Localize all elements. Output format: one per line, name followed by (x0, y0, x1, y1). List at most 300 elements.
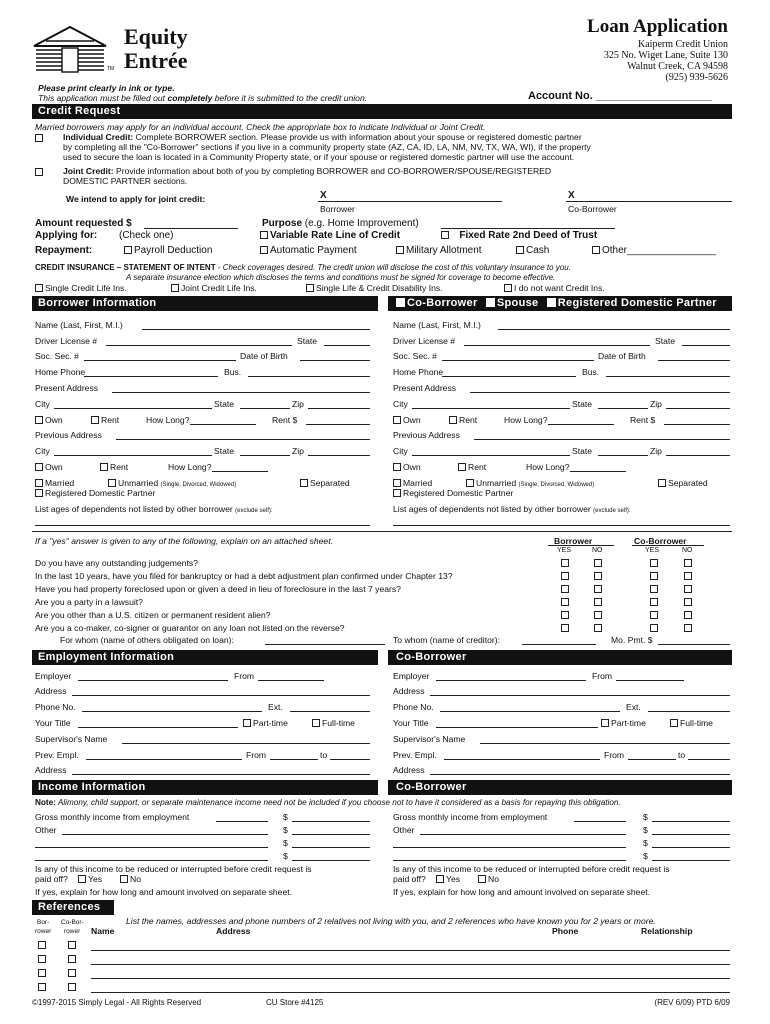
section-divider (32, 531, 732, 532)
e-c-prev-from-label: From (604, 750, 625, 760)
q5-c-no-checkbox[interactable] (684, 611, 692, 619)
i-c-other-amount-field[interactable] (652, 834, 730, 835)
e-c-parttime-option[interactable]: Part-time (601, 718, 646, 728)
q2-b-no-checkbox[interactable] (594, 572, 602, 580)
c-name-label: Name (Last, First, M.I.) (393, 320, 481, 330)
c-home-phone-field[interactable] (442, 376, 576, 377)
i-c-explain: If yes, explain for how long and amount involved on separate sheet. (393, 887, 651, 897)
fixed-rate-option[interactable]: Fixed Rate 2nd Deed of Trust (441, 230, 597, 241)
i-b-other-label: Other (35, 825, 57, 835)
q1-c-no-checkbox[interactable] (684, 559, 692, 567)
borrower-signature-line[interactable] (318, 201, 502, 202)
b-separated-option[interactable]: Separated (300, 478, 350, 488)
b-dl-label: Driver License # (35, 336, 98, 346)
e-b-prev-to-label: to (320, 750, 328, 760)
individual-credit-checkbox[interactable] (35, 134, 43, 142)
ref2-bor-checkbox[interactable] (38, 955, 46, 963)
ref-cob-head-2: rower (64, 928, 81, 935)
i-b-gross-desc-field[interactable] (216, 821, 268, 822)
i-b-gross-amount-field[interactable] (292, 821, 370, 822)
b-prev-own-option[interactable]: Own (35, 462, 63, 472)
b-bus-field[interactable] (248, 376, 370, 377)
ref4-cob-checkbox[interactable] (68, 983, 76, 991)
c-prev-rent-option[interactable]: Rent (458, 462, 486, 472)
c-how-long-label: How Long? (504, 415, 548, 425)
income-coborrower-bar: Co-Borrower (388, 780, 732, 795)
e-c-supervisor-field[interactable] (480, 743, 730, 744)
b-dl-state-label: State (297, 336, 318, 346)
b-prev-city-label: City (35, 446, 50, 456)
joint-credit-text: Joint Credit: Provide information about both of you by completing BORROWER and CO-BORROWER/SPOUSE/REGISTERED (63, 166, 552, 176)
cu-name: Kaiperm Credit Union (638, 39, 728, 50)
c-dl-field[interactable] (464, 345, 650, 346)
c-bus-label: Bus. (582, 367, 600, 377)
question-bankruptcy: In the last 10 years, have you filed for bankruptcy or had a debt adjustment plan confirmed under Chapter 13? (35, 571, 453, 581)
i-b-explain: If yes, explain for how long and amount involved on separate sheet. (35, 887, 293, 897)
purpose-field[interactable] (441, 228, 615, 229)
e-b-prev-field[interactable] (86, 759, 242, 760)
q6-c-no-checkbox[interactable] (684, 624, 692, 632)
i-b-no-option[interactable]: No (120, 874, 141, 884)
e-b-supervisor-label: Supervisor's Name (35, 734, 108, 744)
i-c-gross-amount-field[interactable] (652, 821, 730, 822)
q-coborrower-col: Co-Borrower (634, 536, 687, 546)
i-c-gross-desc-field[interactable] (574, 821, 626, 822)
b-dependents-label: List ages of dependents not listed by other borrower (exclude self): (35, 504, 273, 514)
c-ssn-field[interactable] (442, 360, 594, 361)
q-coborrower-col-rule (632, 545, 704, 546)
borrower-information-bar: Borrower Information (32, 296, 378, 311)
individual-credit-text-3: used to secure the loan is located in a Community Property state, or if your spouse or registered domestic partner will use the account. (63, 152, 575, 162)
c-prev-zip-field[interactable] (666, 455, 730, 456)
no-credit-insurance-option[interactable]: I do not want Credit Ins. (504, 283, 605, 293)
credit-request-bar: Credit Request (32, 104, 732, 119)
e-b-address-field[interactable] (72, 695, 370, 696)
ref4-bor-checkbox[interactable] (38, 983, 46, 991)
payroll-deduction-option[interactable]: Payroll Deduction (124, 245, 212, 256)
other-repayment-option[interactable]: Other________________ (592, 245, 716, 256)
c-married-option[interactable]: Married (393, 478, 432, 488)
c-dob-field[interactable] (658, 360, 730, 361)
ref-cob-head-1: Co-Bor- (61, 919, 84, 926)
c-city-field[interactable] (412, 408, 570, 409)
i-c-dollar-3: $ (643, 838, 648, 848)
spouse-checkbox[interactable] (486, 298, 495, 307)
c-prev-label: Previous Address (393, 430, 460, 440)
b-dob-label: Date of Birth (240, 351, 288, 361)
b-dob-field[interactable] (300, 360, 370, 361)
ref-address-header: Address (216, 926, 251, 936)
b-state-field[interactable] (240, 408, 290, 409)
q1-b-yes-checkbox[interactable] (561, 559, 569, 567)
c-dob-label: Date of Birth (598, 351, 646, 361)
b-name-field[interactable] (142, 329, 370, 330)
ref-name-header: Name (91, 926, 115, 936)
i-b-other-desc-field-2[interactable] (35, 847, 268, 848)
c-dl-state-label: State (655, 336, 676, 346)
footer-store: CU Store #4125 (266, 998, 324, 1007)
question-foreclosure: Have you had property foreclosed upon or given a deed in lieu of foreclosure in the last 7 years? (35, 584, 401, 594)
i-c-dollar-2: $ (643, 825, 648, 835)
i-b-other-amount-field-3[interactable] (292, 860, 370, 861)
b-name-label: Name (Last, First, M.I.) (35, 320, 123, 330)
q6-b-yes-checkbox[interactable] (561, 624, 569, 632)
i-b-gross-label: Gross monthly income from employment (35, 812, 190, 822)
for-whom-field[interactable] (265, 644, 385, 645)
b-prev-city-field[interactable] (54, 455, 212, 456)
heloc-option[interactable]: Variable Rate Line of Credit (260, 230, 400, 241)
individual-credit-text: Individual Credit: Complete BORROWER section. Please provide us with information about your spouse or registered domestic partner (63, 132, 582, 142)
c-zip-field[interactable] (666, 408, 730, 409)
i-b-yes-option[interactable]: Yes (78, 874, 102, 884)
e-b-prev-address-field[interactable] (72, 774, 370, 775)
b-rent-amt-field[interactable] (306, 424, 370, 425)
e-b-fulltime-option[interactable]: Full-time (312, 718, 355, 728)
joint-credit-text-2: DOMESTIC PARTNER sections. (63, 176, 188, 186)
e-c-prev-label: Prev. Empl. (393, 750, 437, 760)
e-c-phone-field[interactable] (440, 711, 620, 712)
for-whom-label: For whom (name of others obligated on loan): (60, 635, 234, 645)
ref1-bor-checkbox[interactable] (38, 941, 46, 949)
e-c-address-label: Address (393, 686, 425, 696)
e-b-employer-field[interactable] (78, 680, 228, 681)
q6-b-no-checkbox[interactable] (594, 624, 602, 632)
e-b-address-label: Address (35, 686, 67, 696)
c-prev-how-long-label: How Long? (526, 462, 570, 472)
ref2-cob-checkbox[interactable] (68, 955, 76, 963)
c-present-label: Present Address (393, 383, 457, 393)
b-married-option[interactable]: Married (35, 478, 74, 488)
repayment-label: Repayment: (35, 245, 93, 256)
c-rent-amt-field[interactable] (664, 424, 730, 425)
q2-c-yes-checkbox[interactable] (650, 572, 658, 580)
question-lawsuit: Are you a party in a lawsuit? (35, 597, 143, 607)
mo-pmt-label: Mo. Pmt. $ (611, 635, 653, 645)
x-mark-borrower: X (320, 190, 327, 201)
q5-c-yes-checkbox[interactable] (650, 611, 658, 619)
c-state-label: State (572, 399, 593, 409)
i-c-reduce-text: Is any of this income to be reduced or interrupted before credit request is (393, 864, 670, 874)
b-dependents-field[interactable] (35, 525, 370, 526)
b-ssn-label: Soc. Sec. # (35, 351, 79, 361)
b-home-phone-label: Home Phone (35, 367, 86, 377)
i-b-dollar-2: $ (283, 825, 288, 835)
c-state-field[interactable] (598, 408, 648, 409)
ref-bor-head-2: rower (35, 928, 52, 935)
e-c-employer-field[interactable] (436, 680, 586, 681)
e-c-prev-from-field[interactable] (628, 759, 676, 760)
e-b-from-label: From (234, 671, 255, 681)
b-city-label: City (35, 399, 50, 409)
cash-option[interactable]: Cash (516, 245, 549, 256)
q4-c-yes-checkbox[interactable] (650, 598, 658, 606)
ref3-line[interactable] (91, 978, 730, 979)
c-unmarried-option[interactable]: Unmarried (Single, Divorced, Widowed) (466, 478, 594, 488)
c-prev-city-label: City (393, 446, 408, 456)
b-how-long-field[interactable] (190, 424, 256, 425)
c-zip-label: Zip (650, 399, 662, 409)
q4-b-no-checkbox[interactable] (594, 598, 602, 606)
e-b-phone-field[interactable] (82, 711, 262, 712)
q5-b-no-checkbox[interactable] (594, 611, 602, 619)
c-prev-how-long-field[interactable] (570, 471, 626, 472)
references-intro: List the names, addresses and phone numbers of 2 relatives not living with you, and 2 references who have known you for 2 years or more. (126, 916, 656, 926)
i-b-other-amount-field[interactable] (292, 834, 370, 835)
c-prev-field[interactable] (474, 439, 730, 440)
i-c-other-desc-field-3[interactable] (393, 860, 626, 861)
e-c-fulltime-option[interactable]: Full-time (670, 718, 713, 728)
questions-intro: If a "yes" answer is given to any of the following, explain on an attached sheet. (35, 536, 333, 546)
x-mark-coborrower: X (568, 190, 575, 201)
b-prev-zip-field[interactable] (308, 455, 370, 456)
i-b-dollar-3: $ (283, 838, 288, 848)
i-c-other-desc-field[interactable] (420, 834, 626, 835)
b-prev-state-field[interactable] (240, 455, 290, 456)
q3-c-no-checkbox[interactable] (684, 585, 692, 593)
c-prev-state-label: State (572, 446, 593, 456)
i-b-dollar-4: $ (283, 851, 288, 861)
b-zip-label: Zip (292, 399, 304, 409)
e-c-supervisor-label: Supervisor's Name (393, 734, 466, 744)
b-present-field[interactable] (112, 392, 370, 393)
credit-intro: Married borrowers may apply for an individual account. Check the appropriate box to indicate Individual or Joint Credit. (35, 122, 486, 132)
c-rent-amt-label: Rent $ (630, 415, 656, 425)
ref4-line[interactable] (91, 992, 730, 993)
employment-information-bar: Employment Information (32, 650, 378, 665)
c-dependents-label: List ages of dependents not listed by other borrower (exclude self): (393, 504, 631, 514)
c-own-option[interactable]: Own (393, 415, 421, 425)
fill-note: This application must be filled out completely before it is submitted to the credit union. (38, 93, 368, 103)
c-prev-zip-label: Zip (650, 446, 662, 456)
e-c-prev-to-label: to (678, 750, 686, 760)
i-c-yes-option[interactable]: Yes (436, 874, 460, 884)
e-c-employer-label: Employer (393, 671, 430, 681)
q1-c-yes-checkbox[interactable] (650, 559, 658, 567)
b-prev-field[interactable] (116, 439, 370, 440)
e-c-prev-address-label: Address (393, 765, 425, 775)
i-b-other-desc-field[interactable] (62, 834, 268, 835)
single-credit-life-option[interactable]: Single Credit Life Ins. (35, 283, 127, 293)
e-b-prev-from-label: From (246, 750, 267, 760)
footer-copyright: ©1997-2015 Simply Legal - All Rights Reserved (32, 998, 202, 1007)
c-bus-field[interactable] (606, 376, 730, 377)
e-b-supervisor-field[interactable] (122, 743, 370, 744)
q-c-yes: YES (645, 547, 660, 554)
b-own-option[interactable]: Own (35, 415, 63, 425)
i-c-other-amount-field-2[interactable] (652, 847, 730, 848)
c-city-label: City (393, 399, 408, 409)
c-prev-own-option[interactable]: Own (393, 462, 421, 472)
c-dl-state-field[interactable] (682, 345, 730, 346)
i-b-other-amount-field-2[interactable] (292, 847, 370, 848)
q-borrower-col: Borrower (554, 536, 593, 546)
c-dependents-field[interactable] (393, 525, 730, 526)
q-b-no: NO (592, 547, 603, 554)
print-note: Please print clearly in ink or type. (38, 83, 175, 93)
references-bar: References (32, 900, 114, 915)
ref3-bor-checkbox[interactable] (38, 969, 46, 977)
b-rent-amt-label: Rent $ (272, 415, 298, 425)
q-b-yes: YES (557, 547, 572, 554)
b-bus-label: Bus. (224, 367, 242, 377)
ref1-line[interactable] (91, 950, 730, 951)
b-unmarried-option[interactable]: Unmarried (Single, Divorced, Widowed) (108, 478, 236, 488)
c-name-field[interactable] (498, 329, 730, 330)
b-zip-field[interactable] (308, 408, 370, 409)
q5-b-yes-checkbox[interactable] (561, 611, 569, 619)
b-how-long-label: How Long? (146, 415, 190, 425)
q4-c-no-checkbox[interactable] (684, 598, 692, 606)
ref2-line[interactable] (91, 964, 730, 965)
c-separated-option[interactable]: Separated (658, 478, 708, 488)
b-city-field[interactable] (54, 408, 212, 409)
e-c-prev-address-field[interactable] (430, 774, 730, 775)
c-present-field[interactable] (470, 392, 730, 393)
trademark: TM (107, 66, 115, 72)
b-present-label: Present Address (35, 383, 99, 393)
b-rent-option[interactable]: Rent (91, 415, 119, 425)
q3-b-no-checkbox[interactable] (594, 585, 602, 593)
b-dl-state-field[interactable] (324, 345, 370, 346)
b-state-label: State (214, 399, 235, 409)
b-rdp-option[interactable]: Registered Domestic Partner (35, 488, 155, 498)
c-prev-state-field[interactable] (598, 455, 648, 456)
e-c-phone-label: Phone No. (393, 702, 434, 712)
rdp-checkbox[interactable] (547, 298, 556, 307)
i-c-other-amount-field-3[interactable] (652, 860, 730, 861)
i-b-dollar-1: $ (283, 812, 288, 822)
i-b-paid-off-label: paid off? (35, 874, 68, 884)
b-prev-how-long-field[interactable] (212, 471, 268, 472)
coborrower-checkbox[interactable] (396, 298, 405, 307)
automatic-payment-option[interactable]: Automatic Payment (260, 245, 357, 256)
e-c-ext-field[interactable] (648, 711, 730, 712)
to-whom-field[interactable] (522, 644, 596, 645)
e-b-parttime-option[interactable]: Part-time (243, 718, 288, 728)
coborrower-signature-label: Co-Borrower (568, 204, 617, 214)
e-b-ext-label: Ext. (268, 702, 283, 712)
c-rdp-option[interactable]: Registered Domestic Partner (393, 488, 513, 498)
b-prev-label: Previous Address (35, 430, 102, 440)
e-b-title-label: Your Title (35, 718, 71, 728)
e-b-prev-to-field[interactable] (330, 759, 370, 760)
joint-credit-checkbox[interactable] (35, 168, 43, 176)
c-dl-label: Driver License # (393, 336, 456, 346)
insurance-statement: CREDIT INSURANCE – STATEMENT OF INTENT - Check coverages desired. The credit union will disclose the cost of this voluntary insurance to you. (35, 263, 571, 272)
applying-for-label: Applying for: (35, 230, 98, 241)
c-rent-option[interactable]: Rent (449, 415, 477, 425)
i-b-other-desc-field-3[interactable] (35, 860, 268, 861)
q6-c-yes-checkbox[interactable] (650, 624, 658, 632)
e-b-phone-label: Phone No. (35, 702, 76, 712)
ref-bor-head-1: Bor- (37, 919, 50, 926)
amount-requested-label: Amount requested $ (35, 218, 132, 229)
i-c-paid-off-label: paid off? (393, 874, 426, 884)
e-c-title-label: Your Title (393, 718, 429, 728)
income-note: Note: Alimony, child support, or separate maintenance income need not be included if you choose not to have it considered as a basis for repaying this obligation. (35, 798, 621, 807)
footer-revision: (REV 6/09) PTD 6/09 (654, 998, 730, 1007)
brand-line1: Equity (124, 24, 188, 49)
individual-credit-text-2: by completing all the "Co-Borrower" sections if you live in a community property state (AZ, CA, ID, LA, NM, NV, TX, WA, WI), if the property (63, 142, 591, 152)
employment-coborrower-bar: Co-Borrower (388, 650, 732, 665)
question-judgements: Do you have any outstanding judgements? (35, 558, 198, 568)
income-information-bar: Income Information (32, 780, 378, 795)
cu-phone: (925) 939-5626 (665, 72, 728, 83)
to-whom-label: To whom (name of creditor): (393, 635, 500, 645)
b-prev-state-label: State (214, 446, 235, 456)
i-c-no-option[interactable]: No (478, 874, 499, 884)
coborrower-signature-line[interactable] (566, 201, 732, 202)
check-one-label: (Check one) (119, 230, 174, 241)
borrower-signature-label: Borrower (320, 204, 355, 214)
q-c-no: NO (682, 547, 693, 554)
i-c-other-desc-field-2[interactable] (393, 847, 626, 848)
e-b-employer-label: Employer (35, 671, 72, 681)
cu-address-2: Walnut Creek, CA 94598 (627, 61, 728, 72)
equity-entree-logo (32, 26, 108, 74)
amount-requested-field[interactable] (144, 228, 238, 229)
b-dl-field[interactable] (106, 345, 292, 346)
e-c-ext-label: Ext. (626, 702, 641, 712)
i-c-dollar-1: $ (643, 812, 648, 822)
insurance-note: A separate insurance election which discloses the terms and conditions must be signed for coverage to become effective. (126, 273, 556, 282)
b-home-phone-field[interactable] (84, 376, 218, 377)
e-b-prev-from-field[interactable] (270, 759, 318, 760)
q2-b-yes-checkbox[interactable] (561, 572, 569, 580)
b-ssn-field[interactable] (84, 360, 236, 361)
c-ssn-label: Soc. Sec. # (393, 351, 437, 361)
ref3-cob-checkbox[interactable] (68, 969, 76, 977)
e-b-ext-field[interactable] (290, 711, 370, 712)
e-c-title-field[interactable] (436, 727, 598, 728)
q1-b-no-checkbox[interactable] (594, 559, 602, 567)
c-how-long-field[interactable] (548, 424, 614, 425)
i-c-dollar-4: $ (643, 851, 648, 861)
q3-b-yes-checkbox[interactable] (561, 585, 569, 593)
purpose-label: Purpose (e.g. Home Improvement) (262, 218, 419, 229)
question-comaker: Are you a co-maker, co-signer or guarantor on any loan not listed on the reverse? (35, 623, 345, 633)
q2-c-no-checkbox[interactable] (684, 572, 692, 580)
e-b-from-field[interactable] (258, 680, 324, 681)
e-c-prev-to-field[interactable] (688, 759, 730, 760)
military-allotment-option[interactable]: Military Allotment (396, 245, 482, 256)
account-number-field[interactable]: Account No. ___________________ (528, 90, 713, 102)
e-b-title-field[interactable] (78, 727, 238, 728)
ref-phone-header: Phone (552, 926, 579, 936)
c-prev-city-field[interactable] (412, 455, 570, 456)
q-borrower-col-rule (548, 545, 614, 546)
e-b-prev-label: Prev. Empl. (35, 750, 79, 760)
page-title: Loan Application (587, 16, 728, 37)
q3-c-yes-checkbox[interactable] (650, 585, 658, 593)
b-prev-rent-option[interactable]: Rent (100, 462, 128, 472)
joint-intent-label: We intend to apply for joint credit: (66, 194, 206, 204)
ref1-cob-checkbox[interactable] (68, 941, 76, 949)
i-c-gross-label: Gross monthly income from employment (393, 812, 548, 822)
brand-line2: Entrée (124, 48, 188, 73)
i-c-other-label: Other (393, 825, 415, 835)
joint-credit-life-option[interactable]: Joint Credit Life Ins. (171, 283, 257, 293)
e-c-address-field[interactable] (430, 695, 730, 696)
i-b-reduce-text: Is any of this income to be reduced or interrupted before credit request is (35, 864, 312, 874)
e-c-from-field[interactable] (616, 680, 684, 681)
mo-pmt-field[interactable] (658, 644, 730, 645)
q4-b-yes-checkbox[interactable] (561, 598, 569, 606)
e-c-prev-field[interactable] (444, 759, 600, 760)
single-life-disability-option[interactable]: Single Life & Credit Disability Ins. (306, 283, 443, 293)
b-prev-zip-label: Zip (292, 446, 304, 456)
e-c-from-label: From (592, 671, 613, 681)
